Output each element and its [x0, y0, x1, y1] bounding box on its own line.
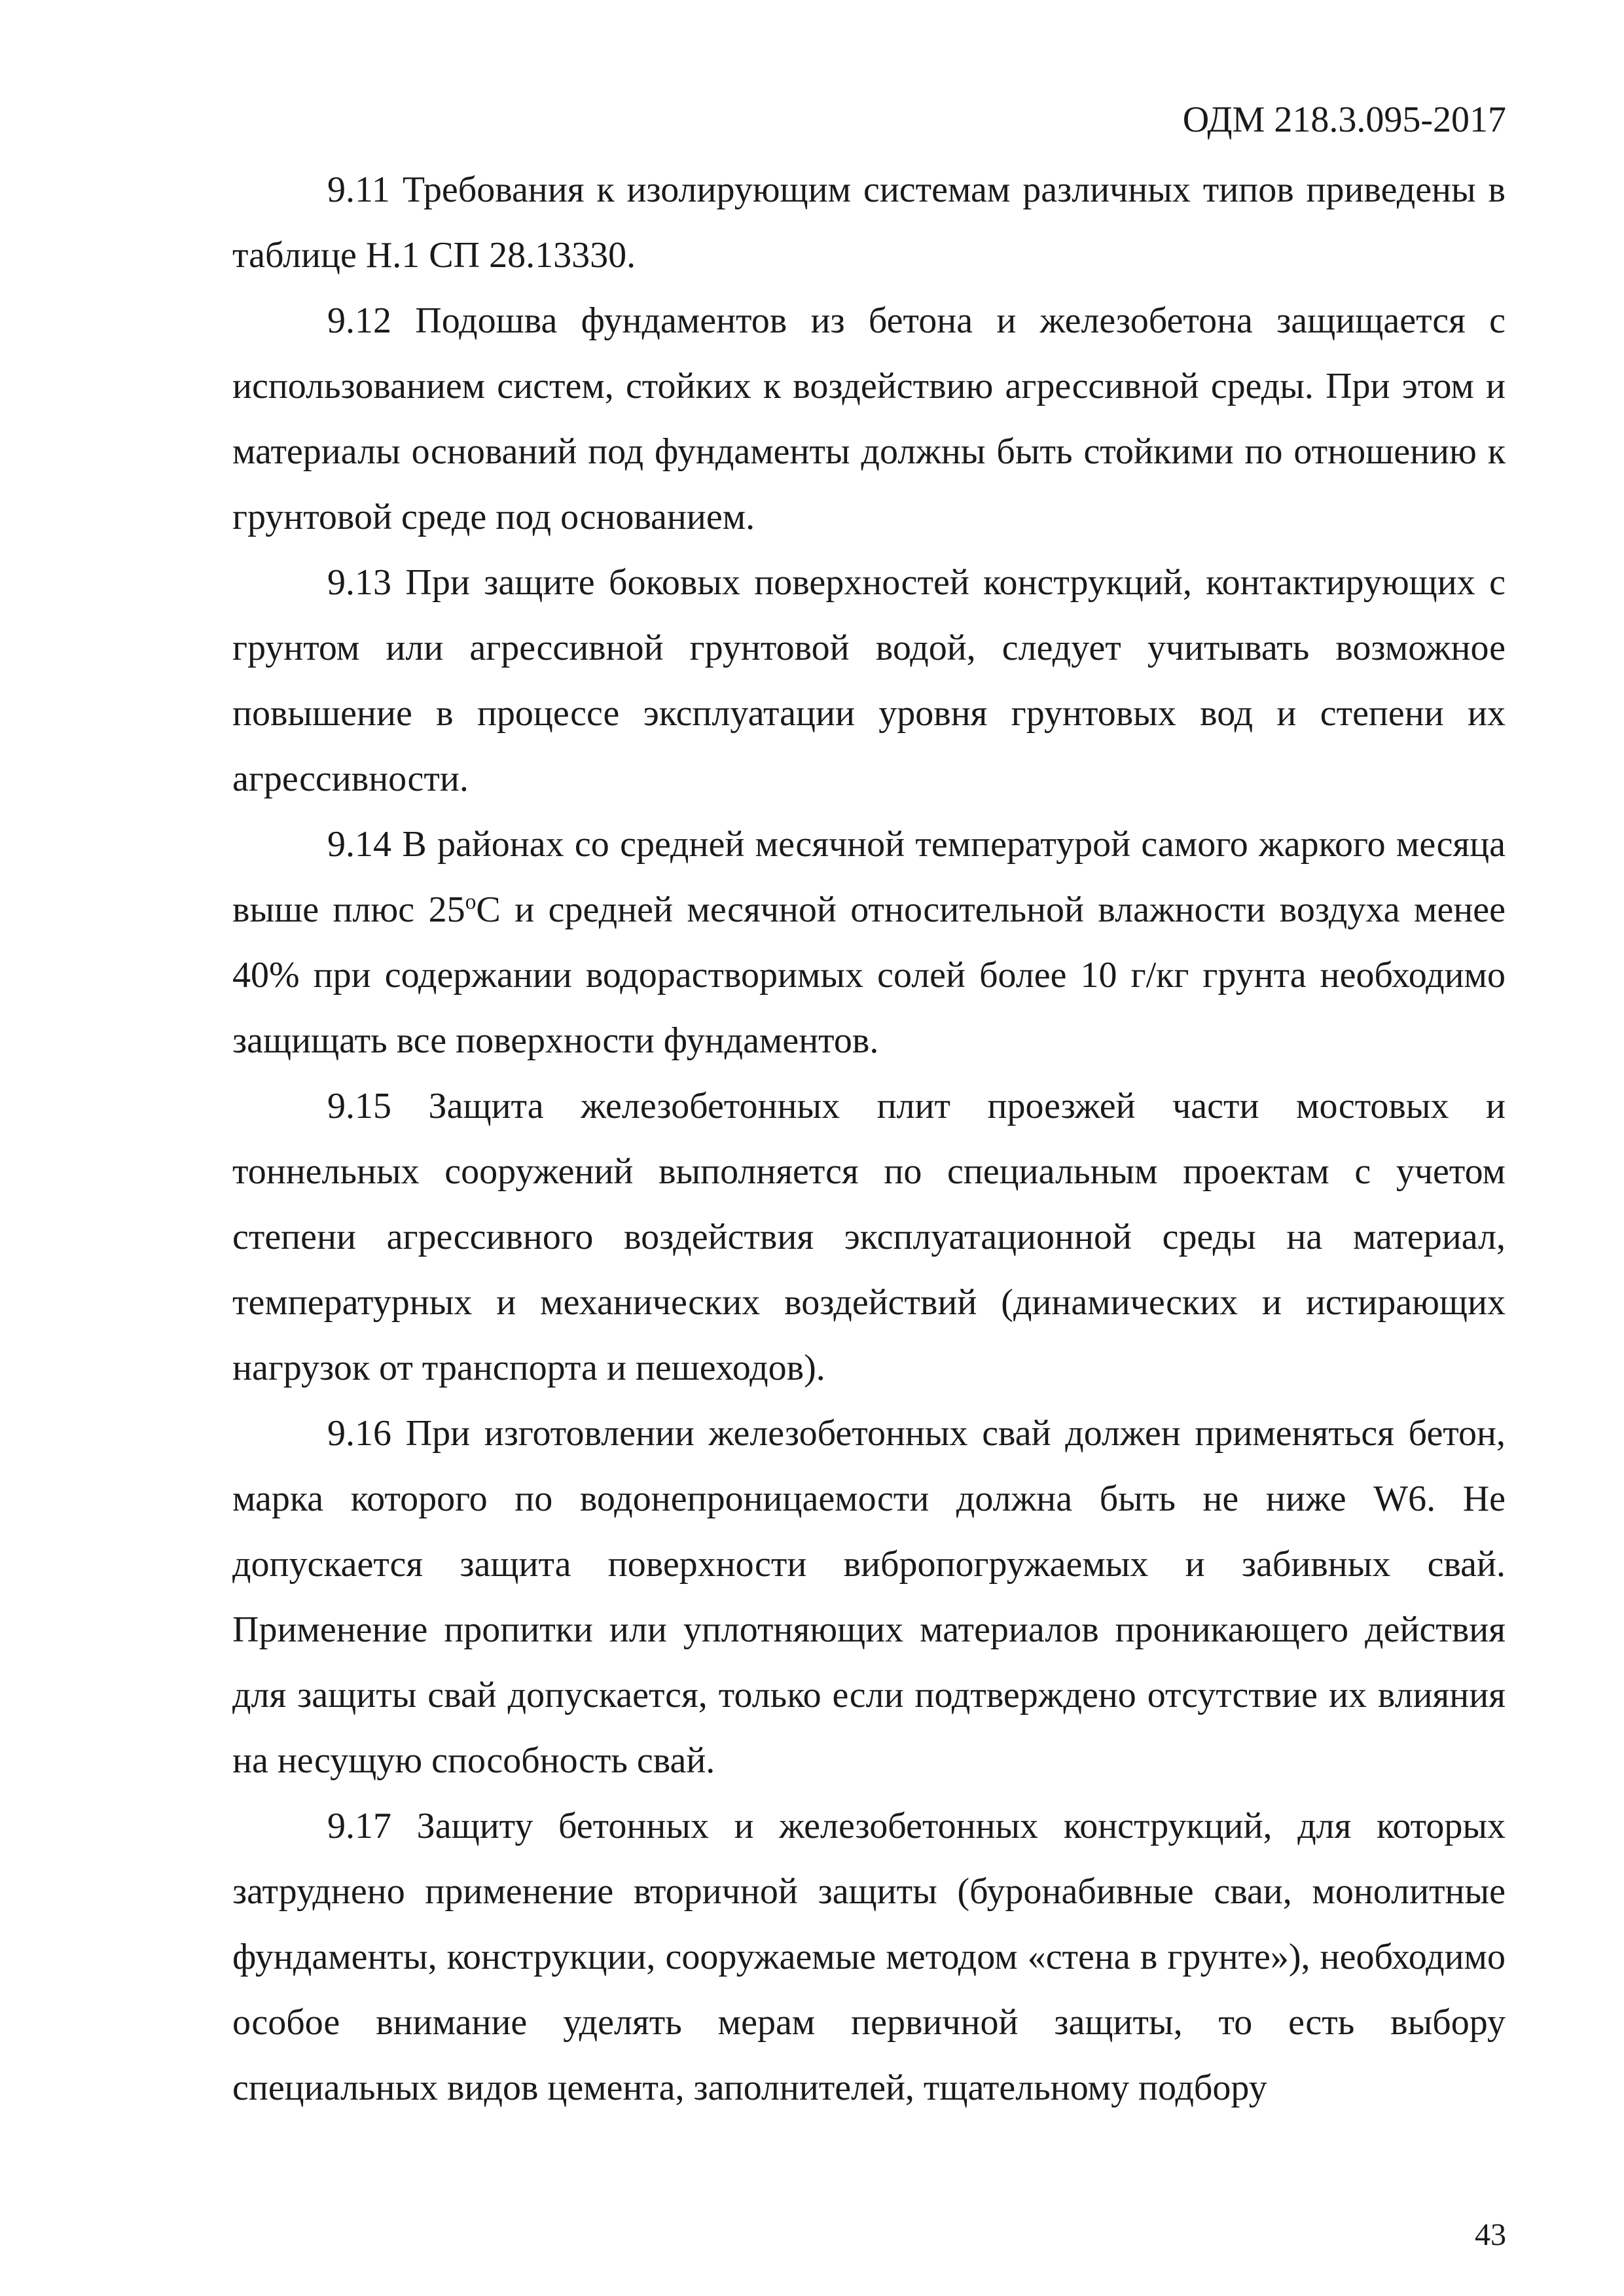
paragraph-text: Подошва фундаментов из бетона и железобетона защищается с использованием систем, стойких к воздействию агрессивной среды. При этом и материалы оснований под фундаменты должны быть стойкими по отношению к грунтовой среде под основанием.: [232, 300, 1506, 537]
paragraph-9-13: [232, 550, 1506, 812]
degree-superscript: о: [465, 889, 477, 914]
page-number: 43: [1475, 2217, 1506, 2252]
paragraph-number: 9.13: [327, 562, 391, 603]
document-code-header: ОДМ 218.3.095-2017: [1182, 99, 1506, 140]
paragraph-number: 9.16: [327, 1413, 391, 1454]
paragraph-text: Требования к изолирующим системам различных типов приведены в таблице Н.1 СП 28.13330.: [232, 170, 1506, 276]
paragraph-number: 9.11: [327, 170, 390, 210]
paragraph-9-17: [232, 1793, 1506, 2121]
paragraph-number: 9.14: [327, 824, 391, 865]
paragraph-9-15: [232, 1073, 1506, 1401]
paragraph-9-16: [232, 1401, 1506, 1793]
document-body: [232, 157, 1506, 2121]
paragraph-text: Защиту бетонных и железобетонных конструкций, для которых затруднено применение вторичной защиты (буронабивные сваи, монолитные фундаменты, конструкции, сооружаемые методом «стена в грунте»), необходимо особое внимание уделять мерам первичной защиты, то есть выбору специальных видов цемента, заполнителей, тщательному подбору: [232, 1806, 1506, 2108]
paragraph-text: При защите боковых поверхностей конструкций, контактирующих с грунтом или агрессивной грунтовой водой, следует учитывать возможное повышение в процессе эксплуатации уровня грунтовых вод и степени их агрессивности.: [232, 562, 1506, 799]
paragraph-text-after: С и средней месячной относительной влажности воздуха менее 40% при содержании водорастворимых солей более 10 г/кг грунта необходимо защищать все поверхности фундаментов.: [232, 889, 1506, 1061]
paragraph-text-before: В районах со средней месячной температурой самого жаркого месяца выше плюс 25: [232, 824, 1506, 930]
paragraph-text: При изготовлении железобетонных свай должен применяться бетон, марка которого по водонепроницаемости должна быть не ниже W6. Не допускается защита поверхности вибропогружаемых и забивных свай. Применение пропитки или уплотняющих материалов проникающего действия для защиты свай допускается, только если подтверждено отсутствие их влияния на несущую способность свай.: [232, 1413, 1506, 1781]
paragraph-number: 9.12: [327, 300, 391, 341]
paragraph-text: Защита железобетонных плит проезжей части мостовых и тоннельных сооружений выполняется по специальным проектам с учетом степени агрессивного воздействия эксплуатационной среды на материал, температурных и механических воздействий (динамических и истирающих нагрузок от транспорта и пешеходов).: [232, 1086, 1506, 1388]
paragraph-9-11: [232, 157, 1506, 288]
paragraph-9-14: [232, 812, 1506, 1073]
paragraph-9-12: [232, 288, 1506, 550]
paragraph-number: 9.17: [327, 1806, 391, 1846]
paragraph-number: 9.15: [327, 1086, 391, 1126]
